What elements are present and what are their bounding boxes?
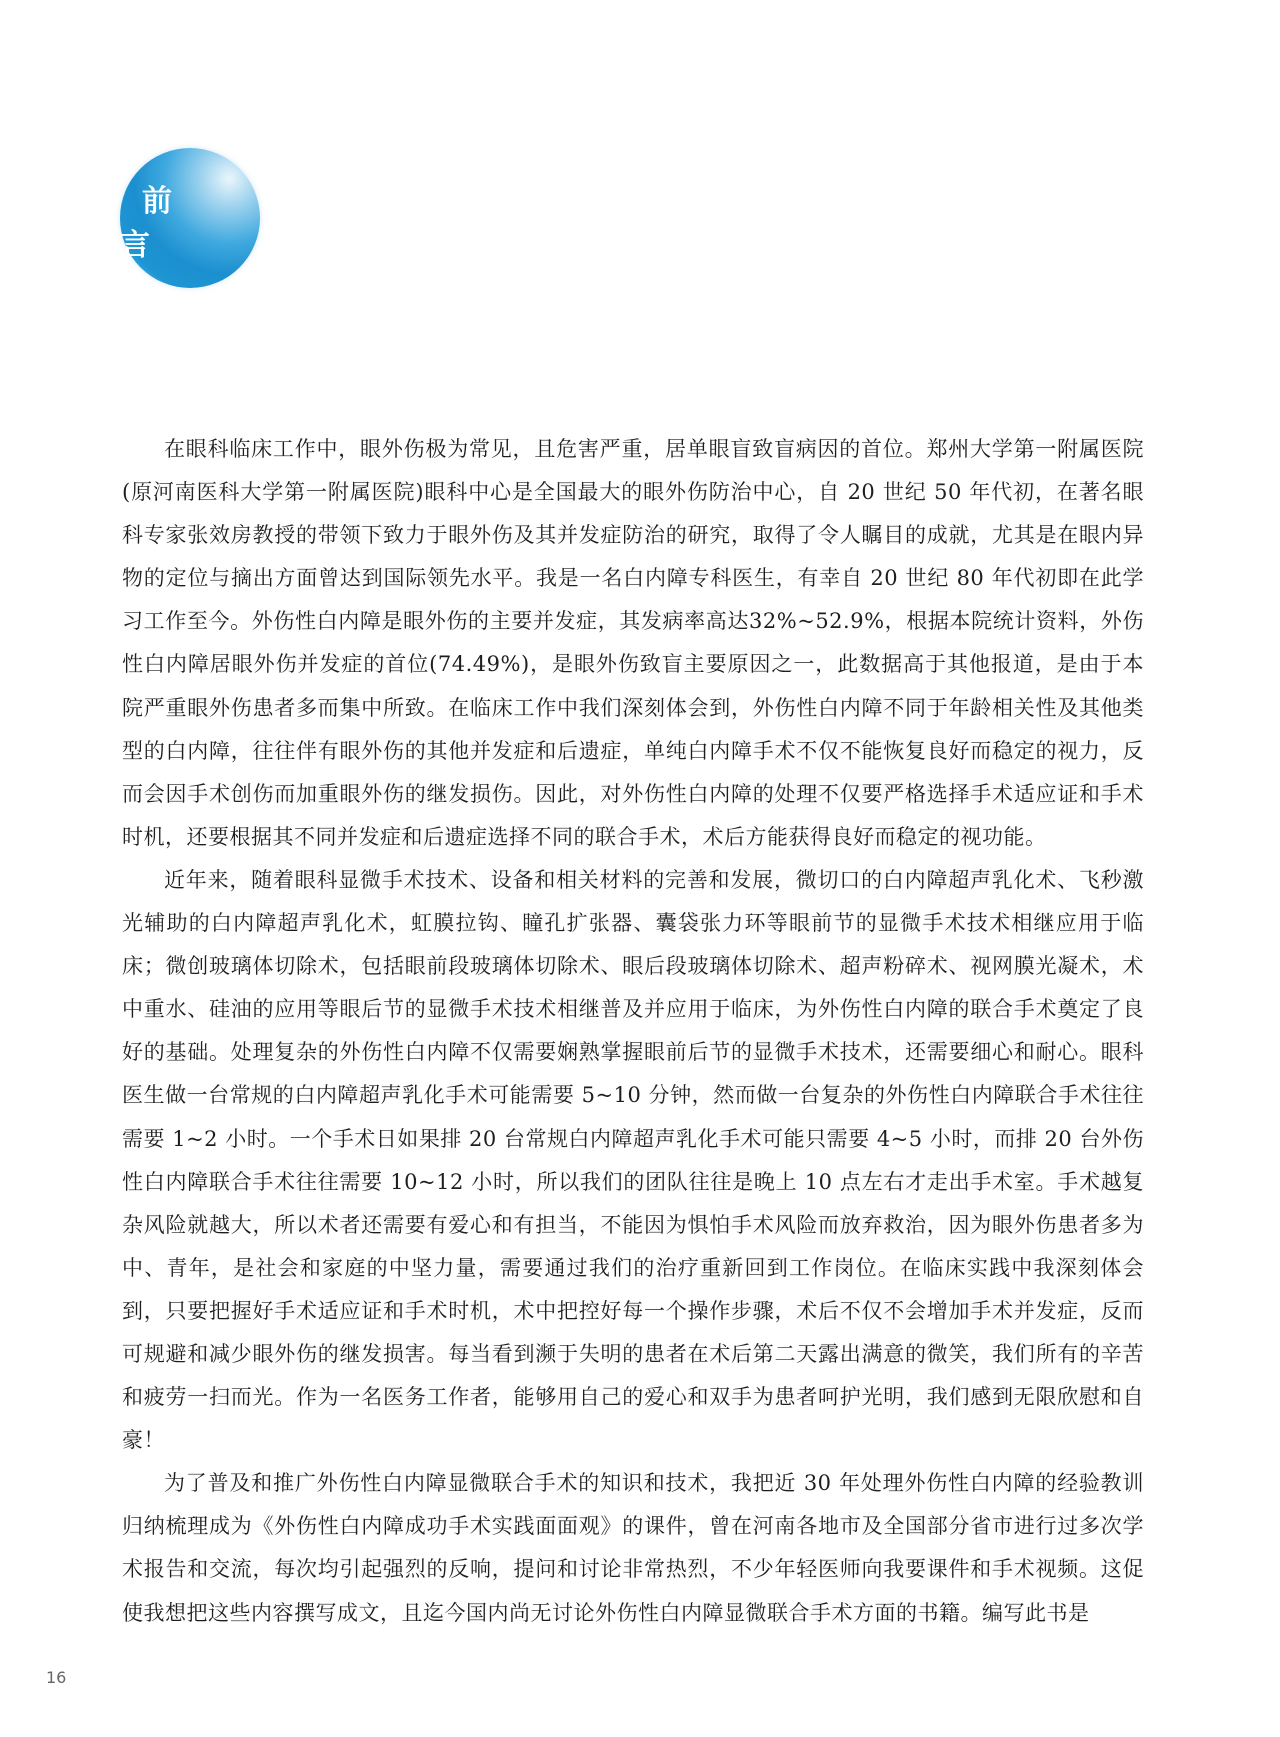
paragraph-3: 为了普及和推广外伤性白内障显微联合手术的知识和技术，我把近 30 年处理外伤性白内障的经验教训归纳梳理成为《外伤性白内障成功手术实践面面观》的课件，曾在河南各地市及全国部分省市进行过多次学术报告和交流，每次均引起强烈的反响，提问和讨论非常热烈，不少年轻医师向我要课件和手术视频。这促使我想把这些内容撰写成文，且迄今国内尚无讨论外伤性白内障显微联合手术方面的书籍。编写此书是 — [122, 1471, 1144, 1625]
paragraph-1: 在眼科临床工作中，眼外伤极为常见，且危害严重，居单眼盲致盲病因的首位。郑州大学第一附属医院(原河南医科大学第一附属医院)眼科中心是全国最大的眼外伤防治中心，自 20 世纪 50 年代初，在著名眼科专家张效房教授的带领下致力于眼外伤及其并发症防治的研究，取得了令人瞩目的成就，尤其是在眼内异物的定位与摘出方面曾达到国际领先水平。我是一名白内障专科医生，有幸自 20 世纪 80 年代初即在此学习工作至今。外伤性白内障是眼外伤的主要并发症，其发病率高达32%~52.9%，根据本院统计资料，外伤性白内障居眼外伤并发症的首位(74.49%)，是眼外伤致盲主要原因之一，此数据高于其他报道，是由于本院严重眼外伤患者多而集中所致。在临床工作中我们深刻体会到，外伤性白内障不同于年龄相关性及其他类型的白内障，往往伴有眼外伤的其他并发症和后遗症，单纯白内障手术不仅不能恢复良好而稳定的视力，反而会因手术创伤而加重眼外伤的继发损伤。因此，对外伤性白内障的处理不仅要严格选择手术适应证和手术时机，还要根据其不同并发症和后遗症选择不同的联合手术，术后方能获得良好而稳定的视功能。 — [122, 437, 1144, 849]
paragraph-2: 近年来，随着眼科显微手术技术、设备和相关材料的完善和发展，微切口的白内障超声乳化术、飞秒激光辅助的白内障超声乳化术，虹膜拉钩、瞳孔扩张器、囊袋张力环等眼前节的显微手术技术相继应用于临床；微创玻璃体切除术，包括眼前段玻璃体切除术、眼后段玻璃体切除术、超声粉碎术、视网膜光凝术，术中重水、硅油的应用等眼后节的显微手术技术相继普及并应用于临床，为外伤性白内障的联合手术奠定了良好的基础。处理复杂的外伤性白内障不仅需要娴熟掌握眼前后节的显微手术技术，还需要细心和耐心。眼科医生做一台常规的白内障超声乳化手术可能需要 5~10 分钟，然而做一台复杂的外伤性白内障联合手术往往需要 1~2 小时。一个手术日如果排 20 台常规白内障超声乳化手术可能只需要 4~5 小时，而排 20 台外伤性白内障联合手术往往需要 10~12 小时，所以我们的团队往往是晚上 10 点左右才走出手术室。手术越复杂风险就越大，所以术者还需要有爱心和有担当，不能因为惧怕手术风险而放弃救治，因为眼外伤患者多为中、青年，是社会和家庭的中坚力量，需要通过我们的治疗重新回到工作岗位。在临床实践中我深刻体会到，只要把握好手术适应证和手术时机，术中把控好每一个操作步骤，术后不仅不会增加手术并发症，反而可规避和减少眼外伤的继发损害。每当看到濒于失明的患者在术后第二天露出满意的微笑，我们所有的辛苦和疲劳一扫而光。作为一名医务工作者，能够用自己的爱心和双手为患者呵护光明，我们感到无限欣慰和自豪！ — [122, 867, 1144, 1453]
chapter-title: 前 言 — [120, 184, 194, 263]
chapter-title-badge — [120, 148, 260, 288]
page-number: 16 — [46, 1668, 67, 1687]
body-text — [122, 428, 1144, 1635]
